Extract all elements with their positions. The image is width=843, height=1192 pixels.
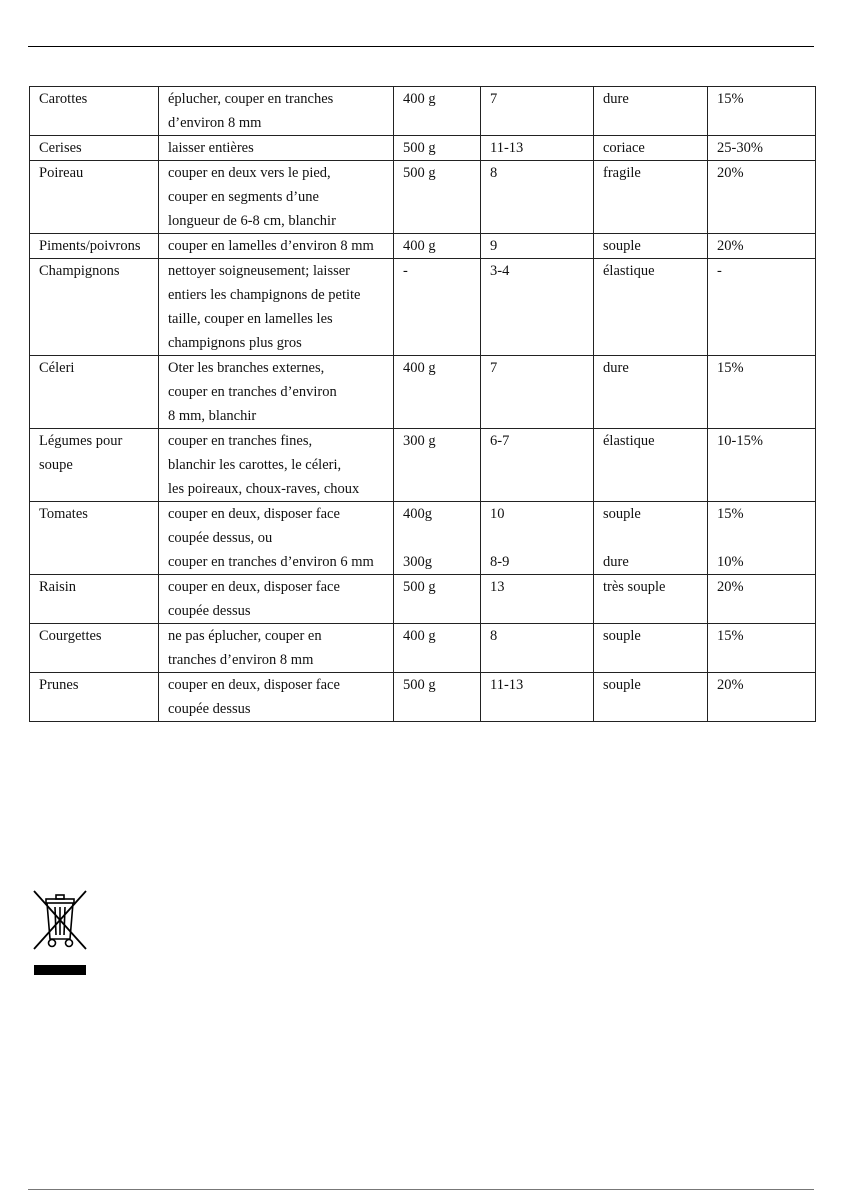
- table-row: [30, 624, 816, 673]
- table-row: [30, 429, 816, 502]
- cell-name: Légumes pour soupe: [30, 429, 159, 502]
- cell-time: 9: [481, 234, 594, 259]
- cell-time: 8: [481, 161, 594, 234]
- cell-pct: 20%: [708, 161, 816, 234]
- cell-time: 7: [481, 87, 594, 136]
- cell-time: 3-4: [481, 259, 594, 356]
- cell-qty: -: [394, 259, 481, 356]
- cell-prep: couper en lamelles d’environ 8 mm: [159, 234, 394, 259]
- cell-qty: 400 g: [394, 624, 481, 673]
- table-row: [30, 575, 816, 624]
- cell-texture: fragile: [594, 161, 708, 234]
- cell-prep: couper en deux, disposer face coupée dessus: [159, 575, 394, 624]
- cell-pct: 15%: [708, 356, 816, 429]
- cell-pct: 20%: [708, 673, 816, 722]
- cell-texture: dure: [594, 87, 708, 136]
- cell-qty: 500 g: [394, 575, 481, 624]
- cell-prep: laisser entières: [159, 136, 394, 161]
- table-row: [30, 502, 816, 575]
- table-row: [30, 136, 816, 161]
- cell-name: Courgettes: [30, 624, 159, 673]
- cell-qty: 500 g: [394, 161, 481, 234]
- cell-prep: couper en tranches fines, blanchir les carottes, le céleri, les poireaux, choux-raves, choux: [159, 429, 394, 502]
- cell-texture: souple dure: [594, 502, 708, 575]
- cell-time: 8: [481, 624, 594, 673]
- cell-prep: couper en deux, disposer face coupée dessus, ou couper en tranches d’environ 6 mm: [159, 502, 394, 575]
- header-rule: [28, 46, 814, 47]
- table-row: [30, 87, 816, 136]
- cell-time: 11-13: [481, 673, 594, 722]
- cell-qty: 500 g: [394, 673, 481, 722]
- cell-pct: 15% 10%: [708, 502, 816, 575]
- cell-prep: couper en deux, disposer face coupée dessus: [159, 673, 394, 722]
- cell-name: Cerises: [30, 136, 159, 161]
- cell-name: Raisin: [30, 575, 159, 624]
- cell-name: Carottes: [30, 87, 159, 136]
- cell-texture: élastique: [594, 429, 708, 502]
- weee-bin-icon: [28, 887, 92, 977]
- cell-name: Tomates: [30, 502, 159, 575]
- table-row: [30, 673, 816, 722]
- cell-texture: élastique: [594, 259, 708, 356]
- table-row: [30, 234, 816, 259]
- drying-table-body: [30, 87, 816, 722]
- cell-time: 7: [481, 356, 594, 429]
- cell-qty: 400 g: [394, 87, 481, 136]
- table-row: [30, 161, 816, 234]
- cell-time: 6-7: [481, 429, 594, 502]
- cell-qty: 300 g: [394, 429, 481, 502]
- cell-qty: 400 g: [394, 234, 481, 259]
- cell-time: 13: [481, 575, 594, 624]
- cell-pct: 20%: [708, 575, 816, 624]
- cell-qty: 400 g: [394, 356, 481, 429]
- drying-table: [29, 86, 816, 722]
- table-row: [30, 356, 816, 429]
- cell-pct: 15%: [708, 87, 816, 136]
- cell-pct: 15%: [708, 624, 816, 673]
- cell-pct: -: [708, 259, 816, 356]
- table-row: [30, 259, 816, 356]
- cell-name: Prunes: [30, 673, 159, 722]
- cell-name: Poireau: [30, 161, 159, 234]
- footer-rule: [28, 1189, 814, 1190]
- cell-qty: 500 g: [394, 136, 481, 161]
- cell-name: Piments/poivrons: [30, 234, 159, 259]
- cell-texture: souple: [594, 234, 708, 259]
- cell-texture: dure: [594, 356, 708, 429]
- cell-texture: souple: [594, 673, 708, 722]
- cell-prep: nettoyer soigneusement; laisser entiers les champignons de petite taille, couper en lamelles les champignons plus gros: [159, 259, 394, 356]
- cell-texture: coriace: [594, 136, 708, 161]
- cell-time: 11-13: [481, 136, 594, 161]
- cell-qty: 400g 300g: [394, 502, 481, 575]
- cell-pct: 20%: [708, 234, 816, 259]
- cell-pct: 10-15%: [708, 429, 816, 502]
- cell-texture: souple: [594, 624, 708, 673]
- cell-prep: éplucher, couper en tranches d’environ 8 mm: [159, 87, 394, 136]
- cell-time: 10 8-9: [481, 502, 594, 575]
- cell-prep: ne pas éplucher, couper en tranches d’environ 8 mm: [159, 624, 394, 673]
- cell-texture: très souple: [594, 575, 708, 624]
- cell-prep: Oter les branches externes, couper en tranches d’environ 8 mm, blanchir: [159, 356, 394, 429]
- cell-name: Céleri: [30, 356, 159, 429]
- cell-prep: couper en deux vers le pied, couper en segments d’une longueur de 6-8 cm, blanchir: [159, 161, 394, 234]
- cell-pct: 25-30%: [708, 136, 816, 161]
- cell-name: Champignons: [30, 259, 159, 356]
